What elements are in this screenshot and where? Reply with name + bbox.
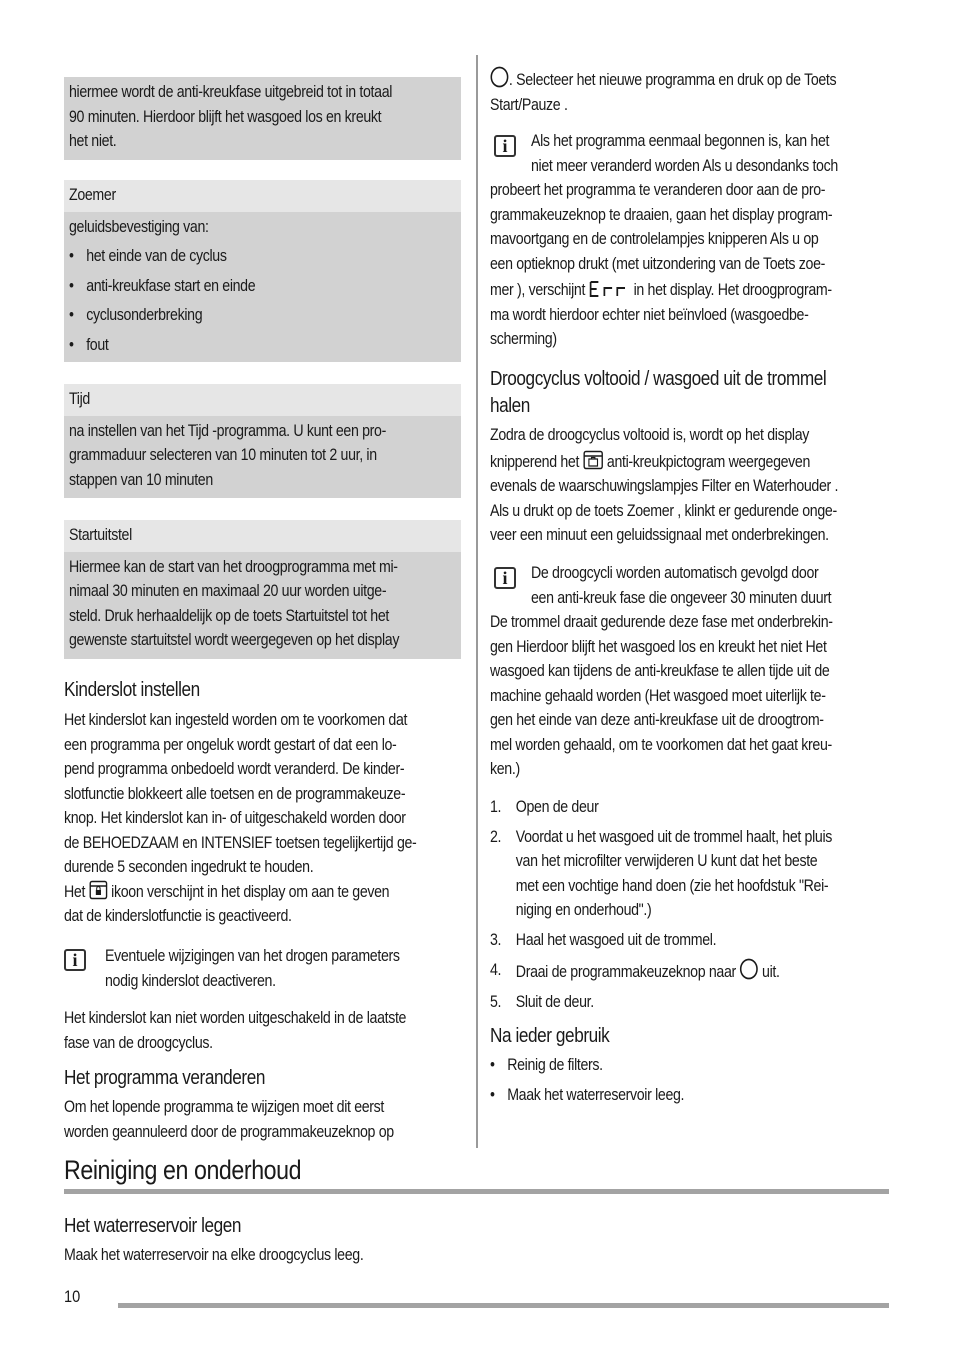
info-line: nodig kinderslot deactiveren. (105, 971, 276, 990)
kinderslot-line: Het kinderslot kan ingesteld worden om te voorkomen dat (64, 711, 408, 729)
info-line: scherming) (490, 330, 557, 348)
bullet-icon: • (490, 1085, 495, 1104)
info-block-2-head (531, 561, 891, 610)
waterreservoir-section (64, 1213, 889, 1268)
na-gebruik-heading: Na ieder gebruik (490, 1025, 610, 1047)
zoemer-list-item: • anti-kreukfase start en einde (69, 274, 455, 299)
info-line: gen het einde van deze anti-kreukfase uit de droogtrom- (490, 711, 824, 729)
info-line: probeert het programma te veranderen door aan de pro- (490, 181, 826, 199)
programma-section (64, 1065, 461, 1144)
kinderslot-after-line: fase van de droogcyclus. (64, 1033, 213, 1052)
programma-heading: Het programma veranderen (64, 1067, 265, 1089)
bullet-icon: • (69, 335, 74, 354)
zoemer-list-item: • fout (69, 333, 455, 358)
tijd-box-title (64, 384, 461, 416)
section-title: Reiniging en onderhoud (64, 1155, 302, 1185)
kinderslot-line: durende 5 seconden ingedrukt te houden. (64, 858, 314, 876)
info-block-1-body (490, 178, 890, 352)
startuitstel-line: Hiermee kan de start van het droogprogramma met mi- (69, 557, 398, 576)
anti-kreuk-line: het niet. (69, 132, 117, 150)
tijd-line: stappen van 10 minuten (69, 470, 213, 489)
startuitstel-line: gewenste startuitstel wordt weergegeven op het display (69, 631, 400, 649)
programma-line: worden geannuleerd door de programmakeuzeknop op (64, 1122, 394, 1141)
step-item: 1. Open de deur (490, 798, 599, 816)
info-line: De trommel draait gedurende deze fase met onderbrekin- (490, 613, 833, 631)
programma-cont-line: . Selecteer het nieuwe programma en druk op de Toets (490, 66, 889, 93)
tijd-line: grammaduur selecteren van 10 minuten tot 2 uur, in (69, 446, 377, 464)
footer-rule (118, 1303, 889, 1308)
zoemer-box-body (64, 212, 461, 363)
info-line: een optieknop drukt (met uitzondering van de Toets zoe- (490, 254, 826, 273)
steps-list (490, 795, 890, 1014)
kinderslot-after (64, 1006, 461, 1055)
zoemer-intro: geluidsbevestiging van: (69, 217, 209, 236)
kinderslot-info (105, 944, 462, 993)
step-item: 4. Draai de programmakeuzeknop naar uit. (490, 958, 889, 985)
off-circle-icon (490, 66, 509, 88)
kinderslot-line: de BEHOEDZAAM en INTENSIEF toetsen tegelijkertijd ge- (64, 833, 417, 852)
programma-continued (490, 66, 890, 117)
bullet-icon: • (490, 1056, 495, 1074)
step-item: 2. Voordat u het wasgoed uit de trommel haalt, het pluis van het microfilter verwijderen U kunt dat het beste met een vochtige hand doen (zie het hoofdstuk "Rei- niging en onderhoud".) (490, 827, 833, 919)
kinderslot-body (64, 708, 461, 929)
zoemer-list-item: • het einde van de cyclus (69, 244, 455, 269)
zoemer-box (64, 180, 461, 362)
droog-heading: halen (490, 395, 530, 417)
startuitstel-box-title (64, 520, 461, 552)
droog-line: Zodra de droogcyclus voltooid is, wordt op het display (490, 426, 810, 444)
zoemer-title: Zoemer (69, 186, 116, 204)
kinderslot-heading: Kinderslot instellen (64, 679, 200, 701)
info-line: Als het programma eenmaal begonnen is, kan het (531, 132, 830, 150)
info-line: niet meer veranderd worden Als u desondanks toch (531, 156, 838, 175)
step-item: 5. Sluit de deur. (490, 992, 594, 1011)
info-line: De droogcycli worden automatisch gevolgd door (531, 564, 819, 582)
kinderslot-icon-line: Het ikoon verschijnt in het display om aan te geven (64, 880, 460, 905)
programma-cont-line: Start/Pauze . (490, 95, 568, 114)
tijd-line: na instellen van het Tijd -programma. U kunt een pro- (69, 421, 386, 440)
na-gebruik-section (490, 1023, 890, 1107)
info-block-1-head (531, 129, 891, 178)
droog-section (490, 366, 890, 548)
info-icon: i (494, 567, 516, 589)
info-line: grammakeuzeknop te draaien, gaan het display program- (490, 205, 833, 224)
error-display-icon (589, 280, 630, 298)
droog-line: evenals de waarschuwingslampjes Filter en Waterhouder . (490, 477, 839, 495)
info-line: mavoortgang en de controlelampjes knipperen Als u op (490, 230, 819, 248)
info-line: mel worden gehaald, om te voorkomen dat het gaat kreu- (490, 735, 832, 754)
na-gebruik-item: • Reinig de filters. (490, 1053, 889, 1078)
na-gebruik-item: • Maak het waterreservoir leeg. (490, 1083, 889, 1108)
kinderslot-line: pend programma onbedoeld wordt veranderd. De kinder- (64, 760, 405, 778)
tijd-box-body (64, 416, 461, 499)
off-circle-icon (740, 958, 759, 980)
bullet-icon: • (69, 276, 74, 295)
zoemer-box-title (64, 180, 461, 212)
startuitstel-title: Startuitstel (69, 526, 132, 544)
droog-heading: Droogcyclus voltooid / wasgoed uit de trommel (490, 368, 827, 390)
info-line: wasgoed kan tijdens de anti-kreukfase te allen tijde uit de (490, 662, 830, 680)
waterreservoir-heading: Het waterreservoir legen (64, 1215, 242, 1237)
zoemer-list-item: • cyclusonderbreking (69, 303, 455, 328)
bullet-icon: • (69, 247, 74, 265)
kinderslot-line: dat de kinderslotfunctie is geactiveerd. (64, 907, 292, 925)
droog-icon-line: knipperend het anti-kreukpictogram weergegeven (490, 450, 889, 475)
info-icon: i (64, 949, 86, 971)
kinderslot-after-line: Het kinderslot kan niet worden uitgeschakeld in de laatste (64, 1009, 407, 1027)
startuitstel-line: nimaal 30 minuten en maximaal 20 uur worden uitge- (69, 582, 387, 600)
error-display-line: mer ), verschijnt in het display. Het droogprogram- (490, 281, 832, 299)
page-number: 10 (64, 1287, 81, 1306)
column-divider (476, 55, 478, 1148)
info-line: Eventuele wijzigingen van het drogen parameters (105, 947, 400, 965)
info-line: ken.) (490, 760, 520, 778)
kinderslot-line: een programma per ongeluk wordt gestart of dat een lo- (64, 735, 397, 754)
startuitstel-line: steld. Druk herhaaldelijk op de toets Startuitstel tot het (69, 606, 390, 625)
info-icon: i (494, 135, 516, 157)
kinderslot-line: knop. Het kinderslot kan in- of uitgeschakeld worden door (64, 809, 406, 827)
kinderslot-section (64, 677, 461, 929)
section-rule (64, 1189, 889, 1194)
info-line: ma wordt hierdoor echter niet beïnvloed (wasgoedbe- (490, 305, 809, 324)
anti-kreuk-line: 90 minuten. Hierdoor blijft het wasgoed los en kreukt (69, 107, 382, 126)
info-line: gen Hierdoor blijft het wasgoed los en kreukt het niet Het (490, 637, 827, 656)
anti-crease-icon (583, 450, 604, 470)
info-block-2-body (490, 610, 890, 782)
info-line: een anti-kreuk fase die ongeveer 30 minuten duurt (531, 588, 832, 607)
waterreservoir-body: Maak het waterreservoir na elke droogcyclus leeg. (64, 1246, 364, 1264)
anti-kreuk-line: hiermee wordt de anti-kreukfase uitgebreid tot in totaal (69, 83, 393, 101)
child-lock-icon (89, 880, 108, 900)
droog-line: veer een minuut een geluidssignaal met onderbrekingen. (490, 526, 829, 544)
tijd-box (64, 384, 461, 498)
tijd-title: Tijd (69, 390, 90, 408)
startuitstel-box (64, 520, 461, 659)
step-item: 3. Haal het wasgoed uit de trommel. (490, 930, 717, 949)
kinderslot-line: slotfunctie blokkeert alle toetsen en de programmakeuze- (64, 784, 406, 803)
droog-line: Als u drukt op de toets Zoemer , klinkt er gedurende onge- (490, 501, 837, 520)
bullet-icon: • (69, 306, 74, 324)
anti-kreuk-box (64, 77, 461, 160)
programma-line: Om het lopende programma te wijzigen moet dit eerst (64, 1098, 385, 1116)
startuitstel-box-body (64, 552, 461, 659)
anti-kreuk-box-body (64, 77, 461, 160)
info-line: machine gehaald worden (Het wasgoed moet uiterlijk te- (490, 686, 826, 705)
